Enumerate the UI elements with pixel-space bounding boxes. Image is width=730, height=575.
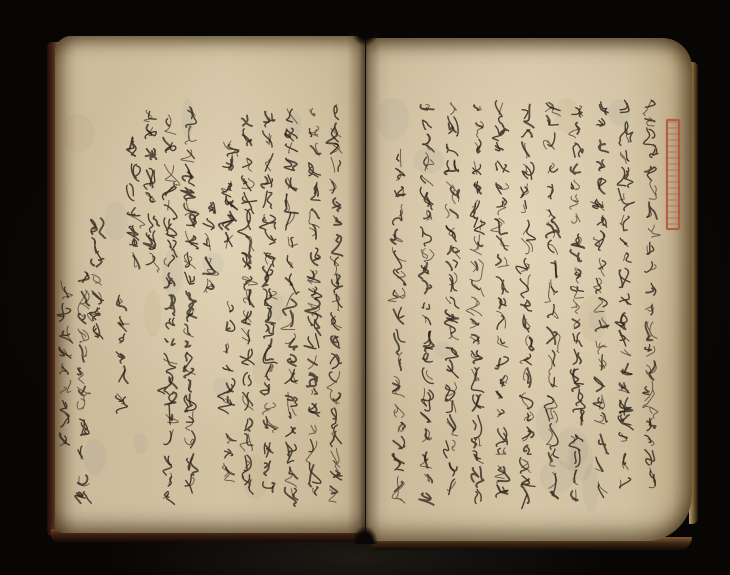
red-seal-stamp <box>666 119 680 230</box>
gutter-notch-bottom <box>352 526 378 544</box>
gutter-notch-top <box>351 28 379 46</box>
right-page <box>366 38 692 541</box>
left-page <box>55 36 365 533</box>
center-gutter-shadow <box>347 33 381 541</box>
